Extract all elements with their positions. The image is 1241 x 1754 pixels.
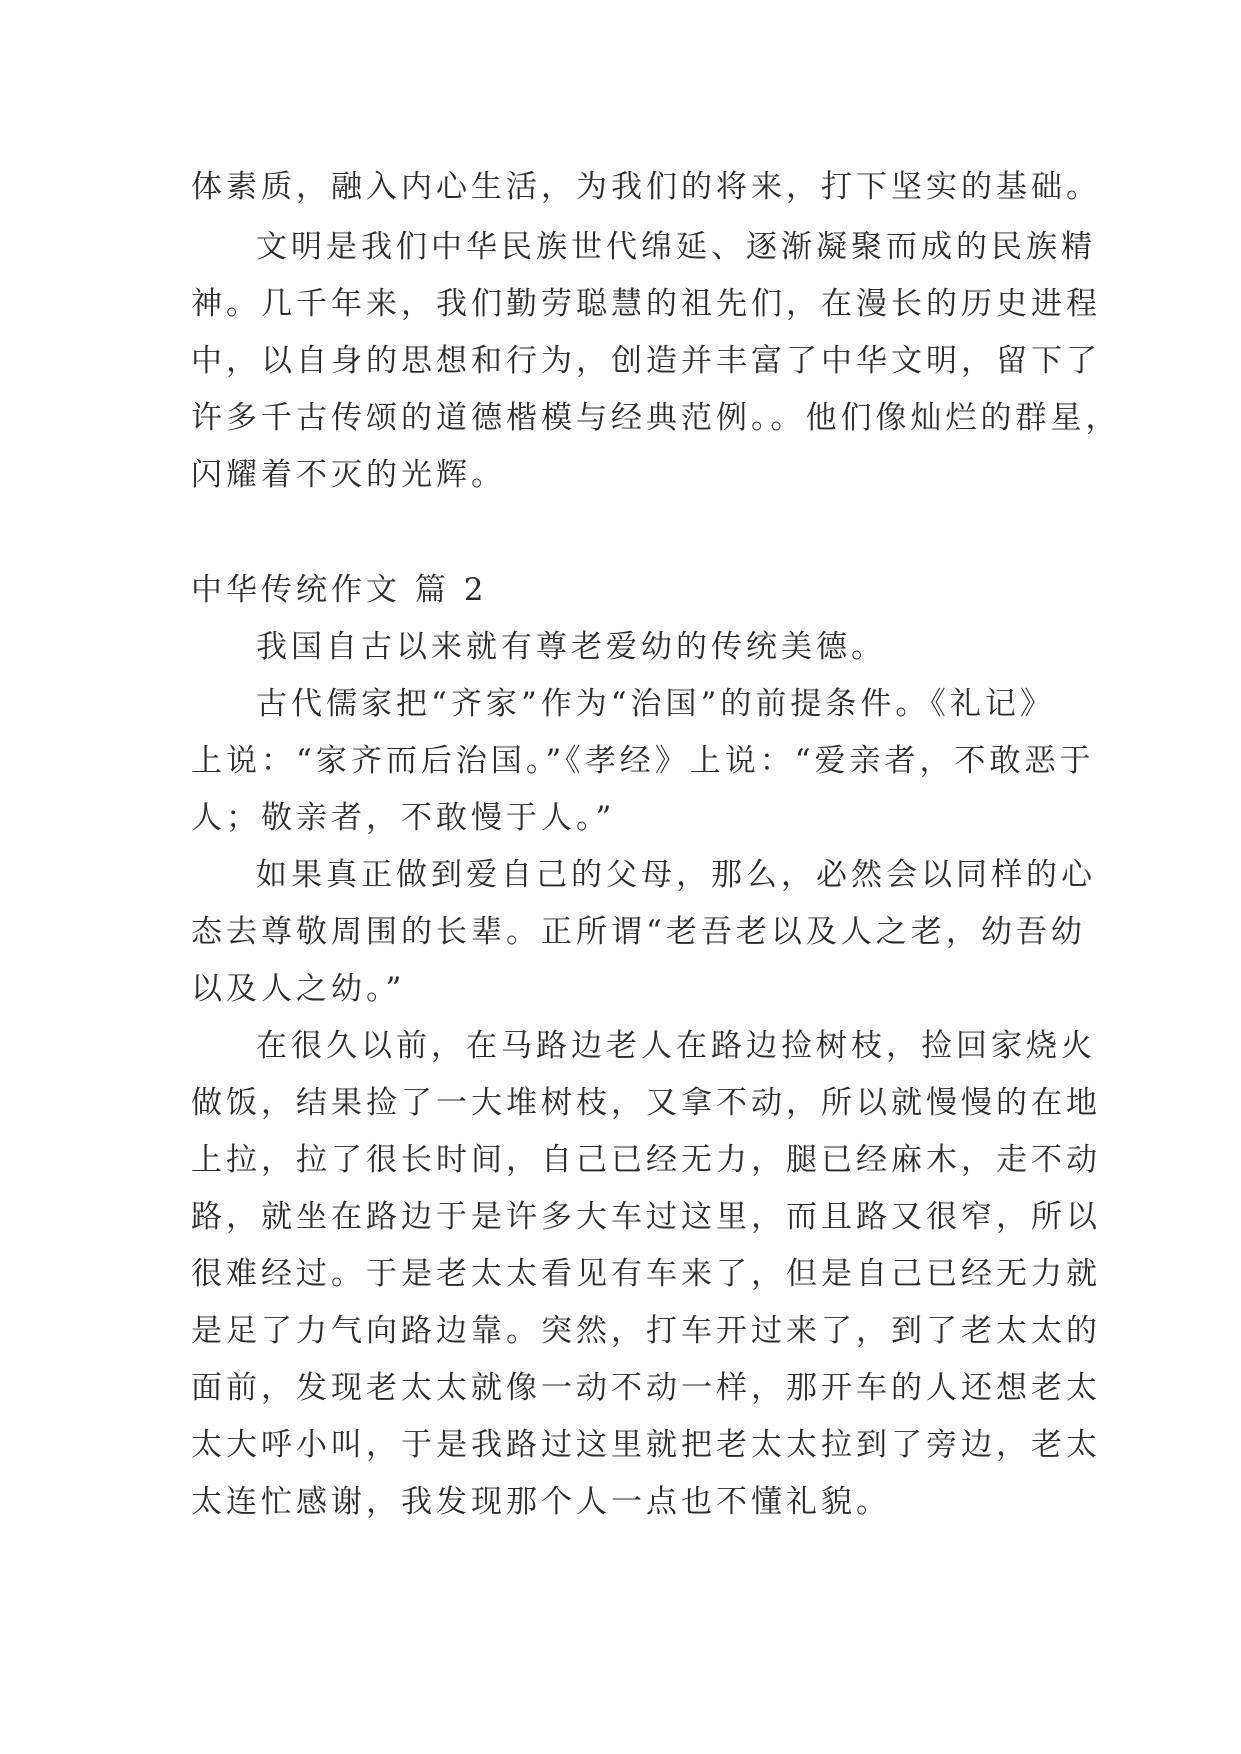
paragraph-line: 上说：“家齐而后治国。”《孝经》上说：“爱亲者，不敢恶于 — [191, 743, 1095, 779]
paragraph-line: 在很久以前，在马路边老人在路边捡树枝，捡回家烧火 — [256, 1028, 1096, 1064]
paragraph-line: 古代儒家把“齐家”作为“治国”的前提条件。《礼记》 — [256, 686, 1055, 722]
paragraph-line: 很难经过。于是老太太看见有车来了，但是自己已经无力就 — [191, 1256, 1101, 1292]
paragraph-line: 态去尊敬周围的长辈。正所谓“老吾老以及人之老，幼吾幼 — [191, 914, 1086, 950]
paragraph-line: 如果真正做到爱自己的父母，那么，必然会以同样的心 — [256, 857, 1096, 893]
paragraph-line: 做饭，结果捡了一大堆树枝，又拿不动，所以就慢慢的在地 — [191, 1085, 1101, 1121]
paragraph-line: 以及人之幼。” — [191, 971, 406, 1007]
paragraph-line: 面前，发现老太太就像一动不动一样，那开车的人还想老太 — [191, 1370, 1101, 1406]
section-heading: 中华传统作文 篇 2 — [191, 572, 488, 608]
paragraph-line: 上拉，拉了很长时间，自己已经无力，腿已经麻木，走不动 — [191, 1142, 1101, 1178]
paragraph-line: 神。几千年来，我们勤劳聪慧的祖先们，在漫长的历史进程 — [191, 286, 1101, 322]
paragraph-line: 体素质，融入内心生活，为我们的将来，打下坚实的基础。 — [191, 169, 1101, 205]
paragraph-line: 中，以自身的思想和行为，创造并丰富了中华文明，留下了 — [191, 343, 1101, 379]
paragraph-line: 人；敬亲者，不敢慢于人。” — [191, 800, 616, 836]
paragraph-line: 路，就坐在路边于是许多大车过这里，而且路又很窄，所以 — [191, 1199, 1101, 1235]
paragraph-line: 太大呼小叫，于是我路过这里就把老太太拉到了旁边，老太 — [191, 1427, 1101, 1463]
paragraph-line: 许多千古传颂的道德楷模与经典范例。。他们像灿烂的群星， — [191, 400, 1121, 436]
paragraph-line: 文明是我们中华民族世代绵延、逐渐凝聚而成的民族精 — [256, 229, 1096, 265]
paragraph-line: 我国自古以来就有尊老爱幼的传统美德。 — [256, 629, 886, 665]
paragraph-line: 闪耀着不灭的光辉。 — [191, 457, 506, 493]
paragraph-line: 是足了力气向路边靠。突然，打车开过来了，到了老太太的 — [191, 1313, 1101, 1349]
paragraph-line: 太连忙感谢，我发现那个人一点也不懂礼貌。 — [191, 1484, 891, 1520]
